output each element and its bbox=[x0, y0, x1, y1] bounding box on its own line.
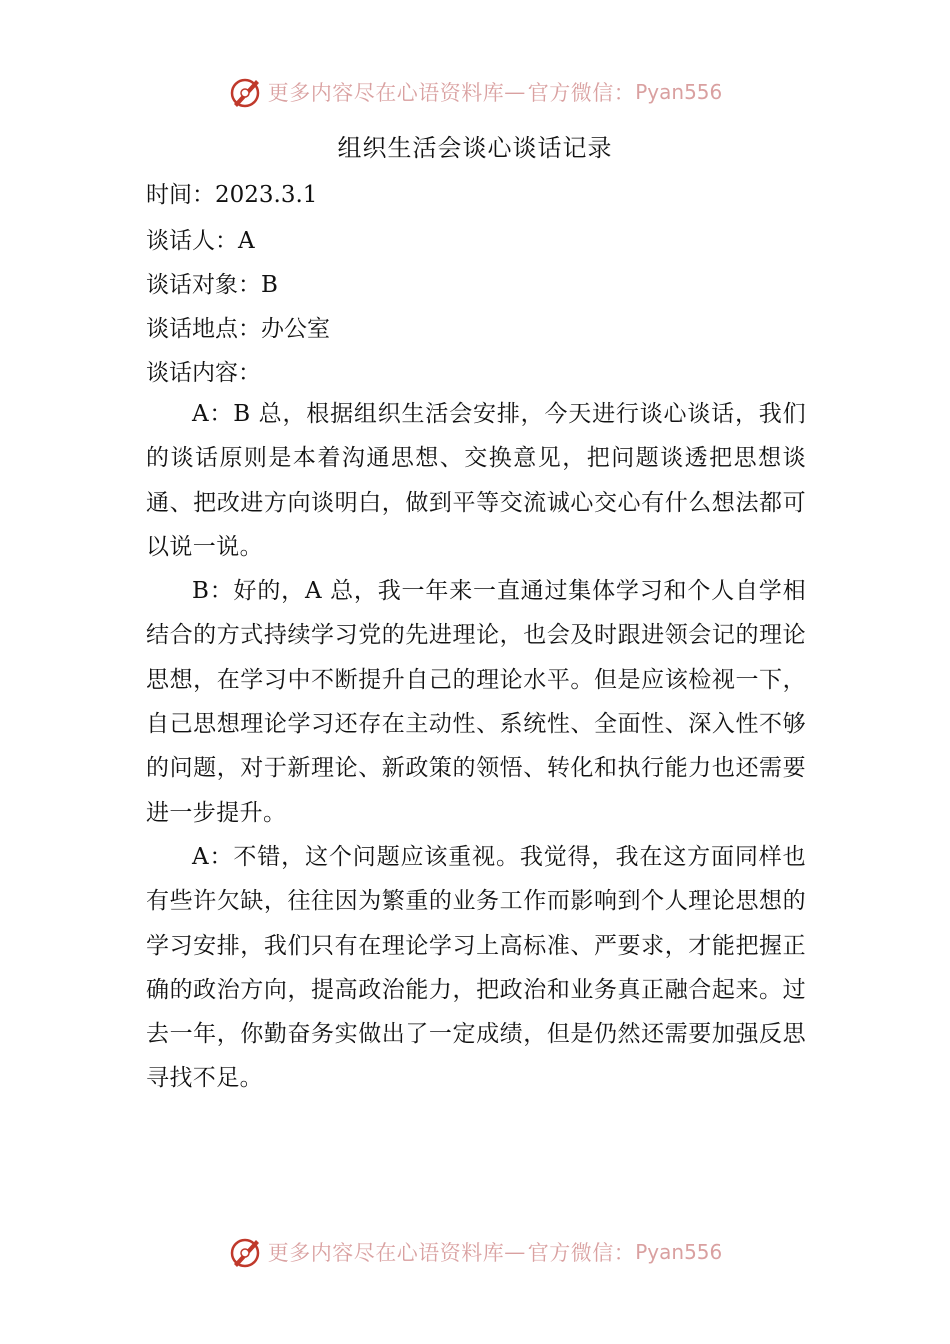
watermark-contact-id: Pyan556 bbox=[635, 80, 723, 104]
watermark-contact-label: 官方微信： bbox=[527, 1241, 636, 1265]
watermark-dash: — bbox=[504, 1240, 526, 1264]
pen-logo-icon bbox=[228, 74, 264, 110]
watermark-dash: — bbox=[504, 80, 526, 104]
paragraph: A：B 总，根据组织生活会安排，今天进行谈心谈话，我们的谈话原则是本着沟通思想、交换意见，把问题谈透把思想谈通、把改进方向谈明白，做到平等交流诚心交心有什么想法都可以说一说。 bbox=[146, 401, 806, 560]
watermark-banner-bottom bbox=[0, 1232, 950, 1272]
paragraph: A：不错，这个问题应该重视。我觉得，我在这方面同样也有些许欠缺，往往因为繁重的业务工作而影响到个人理论思想的学习安排，我们只有在理论学习上高标准、严要求，才能把握正确的政治方向，提高政治能力，把政治和业务真正融合起来。过去一年，你勤奋务实做出了一定成绩，但是仍然还需要加强反思寻找不足。 bbox=[146, 843, 806, 1092]
meta-location: 谈话地点：办公室 bbox=[146, 316, 330, 342]
conversation-body bbox=[146, 392, 806, 1101]
pen-logo-icon bbox=[228, 1234, 264, 1270]
meta-content-label: 谈话内容： bbox=[146, 360, 261, 386]
meta-speaker: 谈话人：A bbox=[146, 228, 255, 254]
watermark-text: 更多内容尽在心语资料库 bbox=[267, 1241, 505, 1265]
watermark-contact-label: 官方微信： bbox=[527, 81, 636, 105]
watermark-banner-top bbox=[0, 72, 950, 112]
paragraph: B：好的，A 总，我一年来一直通过集体学习和个人自学相结合的方式持续学习党的先进理论，也会及时跟进领会记的理论思想，在学习中不断提升自己的理论水平。但是应该检视一下，自己思想理论学习还存在主动性、系统性、全面性、深入性不够的问题，对于新理论、新政策的领悟、转化和执行能力也还需要进一步提升。 bbox=[146, 578, 806, 826]
meta-time: 时间：2023.3.1 bbox=[146, 182, 318, 208]
meta-target: 谈话对象：B bbox=[146, 272, 278, 298]
watermark-contact-id: Pyan556 bbox=[635, 1240, 723, 1264]
document-title: 组织生活会谈心谈话记录 bbox=[337, 134, 613, 162]
watermark-text: 更多内容尽在心语资料库 bbox=[267, 81, 505, 105]
